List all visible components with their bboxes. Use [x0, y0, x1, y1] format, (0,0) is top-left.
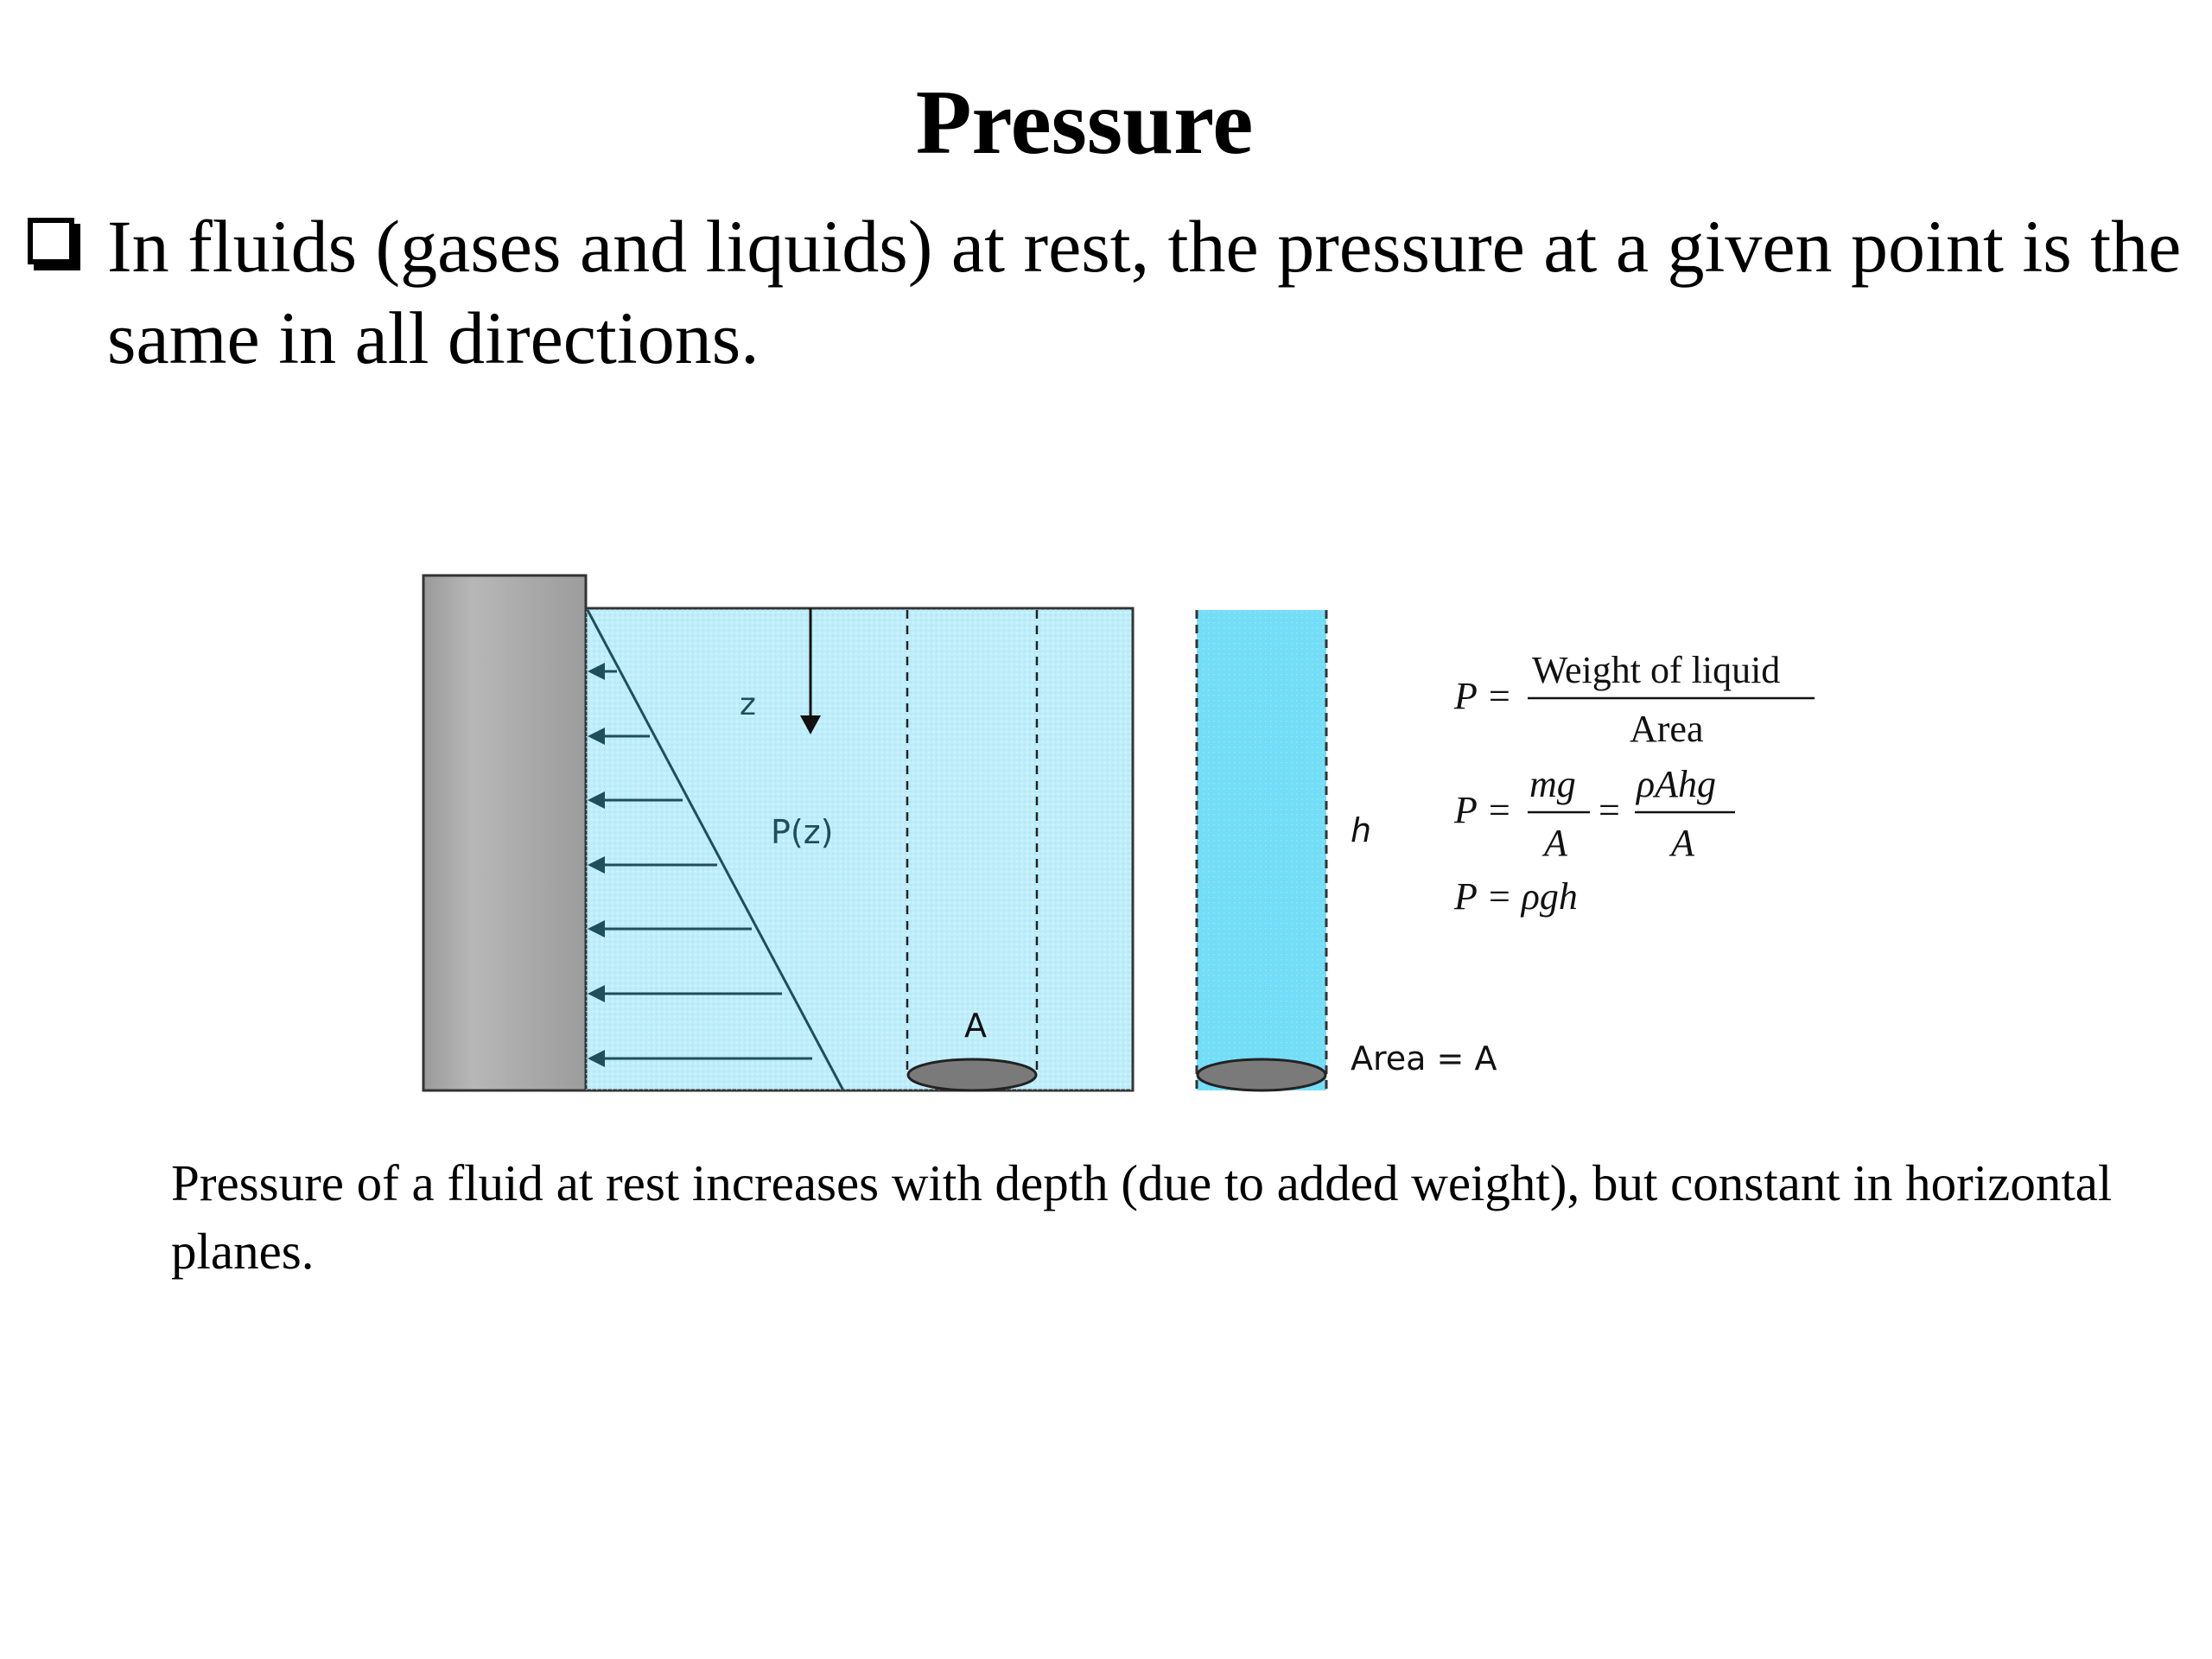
eq2-numerator-2: ρAhg [1637, 763, 1716, 805]
label-area: Area = A [1351, 1039, 1497, 1077]
eq1-numerator: Weight of liquid [1532, 649, 1781, 691]
label-A: A [964, 1007, 987, 1045]
eq1-lhs: P = [1454, 675, 1512, 717]
label-pz: P(z) [771, 813, 834, 851]
label-z: z [740, 687, 756, 722]
figure-caption: Pressure of a fluid at rest increases with depth (due to added weight), but constant in horizontal planes. [171, 1154, 2113, 1280]
eq2-numerator-1: mg [1529, 763, 1576, 805]
eq2-lhs: P = [1454, 789, 1512, 831]
container-wall [423, 575, 586, 1090]
area-disk [908, 1059, 1036, 1090]
eq2-denominator-1: A [1544, 822, 1567, 864]
eq3: P = ρgh [1454, 875, 1578, 918]
column-base-disk [1198, 1059, 1325, 1090]
eq1-denominator: Area [1630, 708, 1704, 750]
bullet-text: In fluids (gases and liquids) at rest, the pressure at a given point is the same in all directions. [107, 205, 2182, 379]
label-h: h [1351, 811, 1372, 849]
eq2-denominator-2: A [1671, 822, 1694, 864]
slide-title: Pressure [915, 72, 1254, 173]
eq2-equals: = [1599, 789, 1620, 831]
